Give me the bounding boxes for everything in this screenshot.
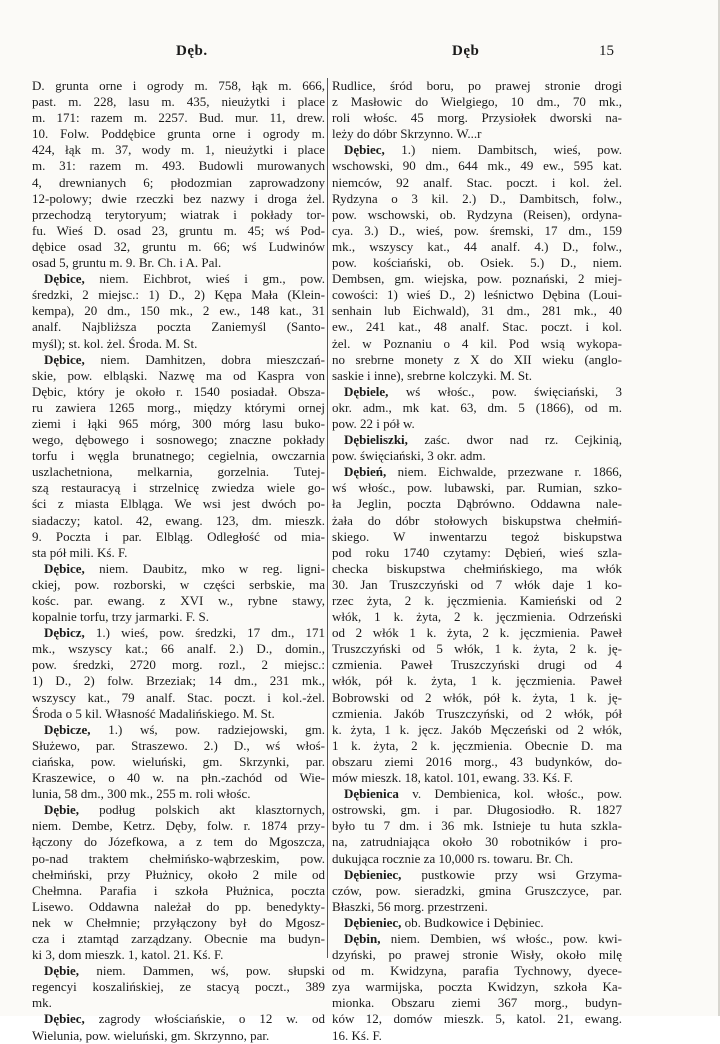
text-line: Dębin, niem. Dembien, wś włośc., pow. kwi- <box>344 930 622 946</box>
text-line: mk. <box>32 995 52 1011</box>
text-line: pod roku 1740 czytamy: Dębień, wieś szla- <box>332 544 622 560</box>
text-line: wego, dębowego i sosnowego; znaczne pokłady <box>32 432 325 448</box>
text-line: pow. kościański, ob. Osiek. 5.) D., niem. <box>332 255 622 271</box>
text-line: od m. Kwidzyna, parafia Tychnowy, dyece- <box>332 963 622 979</box>
text-line: zya warmijska, poczta Kwidzyn, szkoła Ka- <box>332 979 622 995</box>
text-line: no srebrne monety z X do XII wieku (anglo- <box>332 351 622 367</box>
text-line: pow. 22 i pół w. <box>332 415 415 431</box>
text-line: m. 31: razem m. 493. Budowli murowanych <box>32 158 325 174</box>
text-line: Dębicz, 1.) wieś, pow. średzki, 17 dm., 171 <box>44 625 325 641</box>
text-line: ckiej, pow. rozborski, w części serbskie, ma <box>32 576 325 592</box>
text-line: cya. 3.) D., wieś, pow. śremski, 17 dm., 159 <box>332 222 622 238</box>
text-line: Rydzyna o 3 kil. 2.) D., Dambitsch, folw., <box>332 190 622 206</box>
text-line: Dębień, niem. Eichwalde, przezwane r. 1866, <box>344 464 622 480</box>
text-line: kempa), 20 dm., 150 mk., 2 ew., 148 kat., 31 <box>32 303 325 319</box>
text-line: Dębiec, 1.) niem. Dambitsch, wieś, pow. <box>344 142 622 158</box>
text-line: regencyi koszalińskiej, ze stacyą poczt., 389 <box>32 979 325 995</box>
text-line: Służewo, par. Straszewo. 2.) D., wś włoś- <box>32 737 325 753</box>
text-line: senhain lub Eichwald), 31 dm., 281 mk., 40 <box>332 303 622 319</box>
text-line: 12-polowy; dwie rzeczki bez nazwy i droga żel. <box>32 190 325 206</box>
text-line: wschowski, 90 dm., 644 mk., 49 ew., 595 kat. <box>332 158 622 174</box>
text-line: czmienia. Paweł Truszczyński drugi od 4 <box>332 657 622 673</box>
text-line: analf. Najbliższa poczta Zaniemyśl (Santo- <box>32 319 325 335</box>
text-line: ru zawiera 1265 morg., między którymi ornej <box>32 399 325 415</box>
text-line: Dembsen, gm. wiejska, pow. poznański, 2 miej- <box>332 271 622 287</box>
text-line: osad 5, gruntu m. 9. Br. Ch. i A. Pal. <box>32 255 222 271</box>
text-line: ew., 241 kat., 48 analf. Stac. poczt. i kol. <box>332 319 622 335</box>
text-line: fu. Wieś D. osad 23, gruntu m. 45; wś Pod- <box>32 222 325 238</box>
running-head-center: Dęb <box>452 43 480 59</box>
text-line: wszyscy kat., 79 analf. Stac. poczt. i kol.-żel. <box>32 689 325 705</box>
page-header <box>0 43 720 67</box>
text-line: czów, pow. sieradzki, gmina Gruszczyce, par. <box>332 882 622 898</box>
text-line: checka biskupstwa chełmińskiego, ma włók <box>332 560 622 576</box>
text-line: od 2 włók 1 k. żyta, 2 k. jęczmienia. Paweł <box>332 625 622 641</box>
text-line: niem. Dembe, Ketrz. Dęby, folw. r. 1874 przy- <box>32 818 325 834</box>
text-line: Dębie, niem. Dammen, wś, pow. słupski <box>44 963 325 979</box>
text-line: obszaru ziemi 2016 morg., 43 budynków, do- <box>332 753 622 769</box>
text-line: cza i ztamtąd zarządzany. Obecnie ma budyn- <box>32 930 325 946</box>
column-divider <box>327 78 328 958</box>
text-line: Dębice, niem. Eichbrot, wieś i gm., pow. <box>44 271 325 287</box>
text-line: kopalnie torfu, trzy jarmarki. F. S. <box>32 609 209 625</box>
text-line: Rudlice, śród boru, po prawej stronie drogi <box>332 78 622 93</box>
text-line: past. m. 228, lasu m. 435, nieużytki i place <box>32 94 325 110</box>
text-line: myśl); st. kol. żel. Środa. M. St. <box>32 335 198 351</box>
text-line: Dębieniec, ob. Budkowice i Dębiniec. <box>344 914 544 930</box>
text-line: ziemi i łąki 965 mórg, 300 mórg lasu buko- <box>32 415 325 431</box>
text-line: mk., wszyscy kat.; 66 analf. 2.) D., domin., <box>32 641 325 657</box>
text-line: wś włośc., pow. lubawski, par. Rumian, szko- <box>332 480 622 496</box>
text-line: na, zatrudniająca około 30 robotników i pro- <box>332 834 622 850</box>
text-line: 4, drewnianych 6; płodozmian zaprowadzony <box>32 174 325 190</box>
text-line: skiego. W inwentarzu tegoż biskupstwa <box>332 528 622 544</box>
text-line: chełmiński, przy Płużnicy, około 2 mile od <box>32 866 325 882</box>
text-line: mionka. Obszaru ziemi 367 morg., budyn- <box>332 995 622 1011</box>
text-line: skie, pow. elbląski. Nazwę ma od Kaspra von <box>32 367 325 383</box>
text-line: Środa o 5 kil. Własność Madalińskiego. M. St. <box>32 705 275 721</box>
text-line: ki 3, dom mieszk. 1, katol. 21. Kś. F. <box>32 947 224 963</box>
text-line: Dębie, podług polskich akt klasztornych, <box>44 802 325 818</box>
right-text-column <box>332 78 622 1044</box>
text-line: Lisewo. Oddawna należał do pp. benedykty- <box>32 898 325 914</box>
text-line: 9. Poczta i par. Elbląg. Odległość od mia- <box>32 528 325 544</box>
left-text-column <box>32 78 325 1044</box>
text-line: z Masłowic do Wielgiego, 10 dm., 70 mk., <box>332 94 622 110</box>
text-line: dukująca rocznie za 10,000 rs. towaru. Br. Ch. <box>332 850 574 866</box>
text-line: Wielunia, pow. wieluński, gm. Skrzynno, par. <box>32 1027 270 1043</box>
text-line: torfu i węgla brunatnego; cegielnia, owczarnia <box>32 448 325 464</box>
text-line: Chełmna. Parafia i szkoła Płużnica, poczta <box>32 882 325 898</box>
text-line: dzyński, po prawej stronie Wisły, około milę <box>332 947 622 963</box>
text-line: Dębieliszki, zaśc. dwor nad rz. Cejkinią, <box>344 432 622 448</box>
text-line: czmienia. Jakób Truszczyński, od 2 włók, pół <box>332 705 622 721</box>
text-line: średzki, 2 miejsc.: 1) D., 2) Kępa Mała (Klein- <box>32 287 325 303</box>
text-line: siadaczy; katol. 42, ewang. 123, dm. mieszk. <box>32 512 325 528</box>
text-line: sta pół mili. Kś. F. <box>32 544 128 560</box>
text-line: Dębic, który je około r. 1540 posiadał. Obsza- <box>32 383 325 399</box>
text-line: łączony do Józefkowa, a z tem do Mgoszcza, <box>32 834 325 850</box>
text-line: Dębice, niem. Daubitz, mko w reg. ligni- <box>44 560 325 576</box>
running-head-left: Dęb. <box>176 43 208 59</box>
text-line: było tu 7 dm. i 36 mk. Istnieje tu huta szkla- <box>332 818 622 834</box>
text-line: Dębienica v. Dembienica, kol. włośc., pow. <box>344 786 622 802</box>
text-line: ła Jeglin, poczta Dąbrówno. Oddawna nale- <box>332 496 622 512</box>
text-line: 10. Folw. Poddębice grunta orne i ogrody m. <box>32 126 325 142</box>
text-line: włók, pół k. żyta, 1 k. jęczmienia. Paweł <box>332 673 622 689</box>
text-line: leży do dóbr Skrzynno. W...r <box>332 126 482 142</box>
text-line: mk., wszyscy kat., 44 analf. 4.) D., folw., <box>332 238 622 254</box>
text-line: niemców, 92 analf. Stac. poczt. i kol. żel. <box>332 174 622 190</box>
text-line: Dębiec, zagrody włościańskie, o 12 w. od <box>44 1011 325 1027</box>
text-line: dębice osad 32, gruntu m. 66; wś Ludwinów <box>32 238 325 254</box>
text-line: D. grunta orne i ogrody m. 758, łąk m. 666, <box>32 78 325 93</box>
text-line: włók, 1 k. żyta, 2 k. jęczmienia. Odrzeński <box>332 609 622 625</box>
text-line: nek w Chełmnie; przyłączony był do Mgosz- <box>32 914 325 930</box>
text-line: 16. Kś. F. <box>332 1027 382 1043</box>
text-line: Truszczyński od 5 włók, 1 k. żyta, 2 k. ję- <box>332 641 622 657</box>
page-number: 15 <box>599 43 614 59</box>
text-line: roli włośc. 45 morg. Przysiołek dworski na- <box>332 110 622 126</box>
text-line: Dębicze, 1.) wś, pow. radziejowski, gm. <box>44 721 325 737</box>
text-line: pow. wschowski, ob. Rydzyna (Reisen), ordyna- <box>332 206 622 222</box>
text-line: rzec żyta, 2 k. jęczmienia. Kamieński od 2 <box>332 593 622 608</box>
text-line: pow. święciański, 3 okr. adm. <box>332 448 486 464</box>
text-line: Dębice, niem. Damhitzen, dobra mieszczań- <box>44 351 325 367</box>
text-line: Kraszewice, o 40 w. na płn.-zachód od Wie- <box>32 770 325 786</box>
text-line: szą restauracyą i strzelnicę zwiedza wiele go- <box>32 480 325 496</box>
text-line: kośc. par. ewang. z XVI w., rybne stawy, <box>32 593 325 608</box>
text-line: lunia, 58 dm., 300 mk., 255 m. roli włośc. <box>32 786 251 802</box>
text-line: mów mieszk. 18, katol. 101, ewang. 33. Kś. F. <box>332 770 573 786</box>
text-line: 30. Jan Truszczyński od 7 włók daje 1 ko- <box>332 576 622 592</box>
text-line: ków 12, domów mieszk. 5, katol. 21, ewang. <box>332 1011 622 1027</box>
text-line: okr. adm., mk kat. 63, dm. 5 (1866), od m. <box>332 399 622 415</box>
text-line: ostrowski, gm. i par. Długosiodło. R. 1827 <box>332 802 622 818</box>
text-line: 1) D., 2) folw. Brzeziak; 14 dm., 231 mk., <box>32 673 325 689</box>
text-line: ciańska, pow. wieluński, gm. Skrzynki, par. <box>32 753 325 769</box>
text-line: żała do dóbr stołowych biskupstwa chełmiń- <box>332 512 622 528</box>
text-line: m. 171: razem m. 2257. Bud. mur. 11, drew. <box>32 110 325 126</box>
text-line: Błaszki, 56 morg. przestrzeni. <box>332 898 488 914</box>
text-line: Dębiele, wś włośc., pow. święciański, 3 <box>344 383 622 399</box>
text-line: 424, łąk m. 37, wody m. 1, nieużytki i place <box>32 142 325 158</box>
text-line: przechodzą terytoryum; wiatrak i pokłady tor- <box>32 206 325 222</box>
text-line: ści z miasta Elbląga. We wsi jest dwóch po- <box>32 496 325 512</box>
text-line: 1 k. żyta, 2 k. jęczmienia. Obecnie D. ma <box>332 737 622 753</box>
text-line: Dębieniec, pustkowie przy wsi Grzyma- <box>344 866 622 882</box>
text-line: po-nad traktem chełmińsko-wąbrzeskim, pow. <box>32 850 325 866</box>
text-line: Bobrowski od 2 włók, pół k. żyta, 1 k. ję- <box>332 689 622 705</box>
text-line: pow. średzki, 2720 morg. rozl., 2 miejsc.: <box>32 657 325 673</box>
text-line: żel. w Poznaniu o 4 kil. Pod wsią wykopa- <box>332 335 622 351</box>
text-line: cowości: 1) wieś D., 2) leśnictwo Dębina (Loui- <box>332 287 622 303</box>
text-line: saskie i inne), srebrne kolczyki. M. St. <box>332 367 533 383</box>
text-line: uszlachetniona, melkarnia, gorzelnia. Tutej- <box>32 464 325 480</box>
text-line: k. żyta, 1 k. jęcz. Jakób Męczeński od 2 włók, <box>332 721 622 737</box>
